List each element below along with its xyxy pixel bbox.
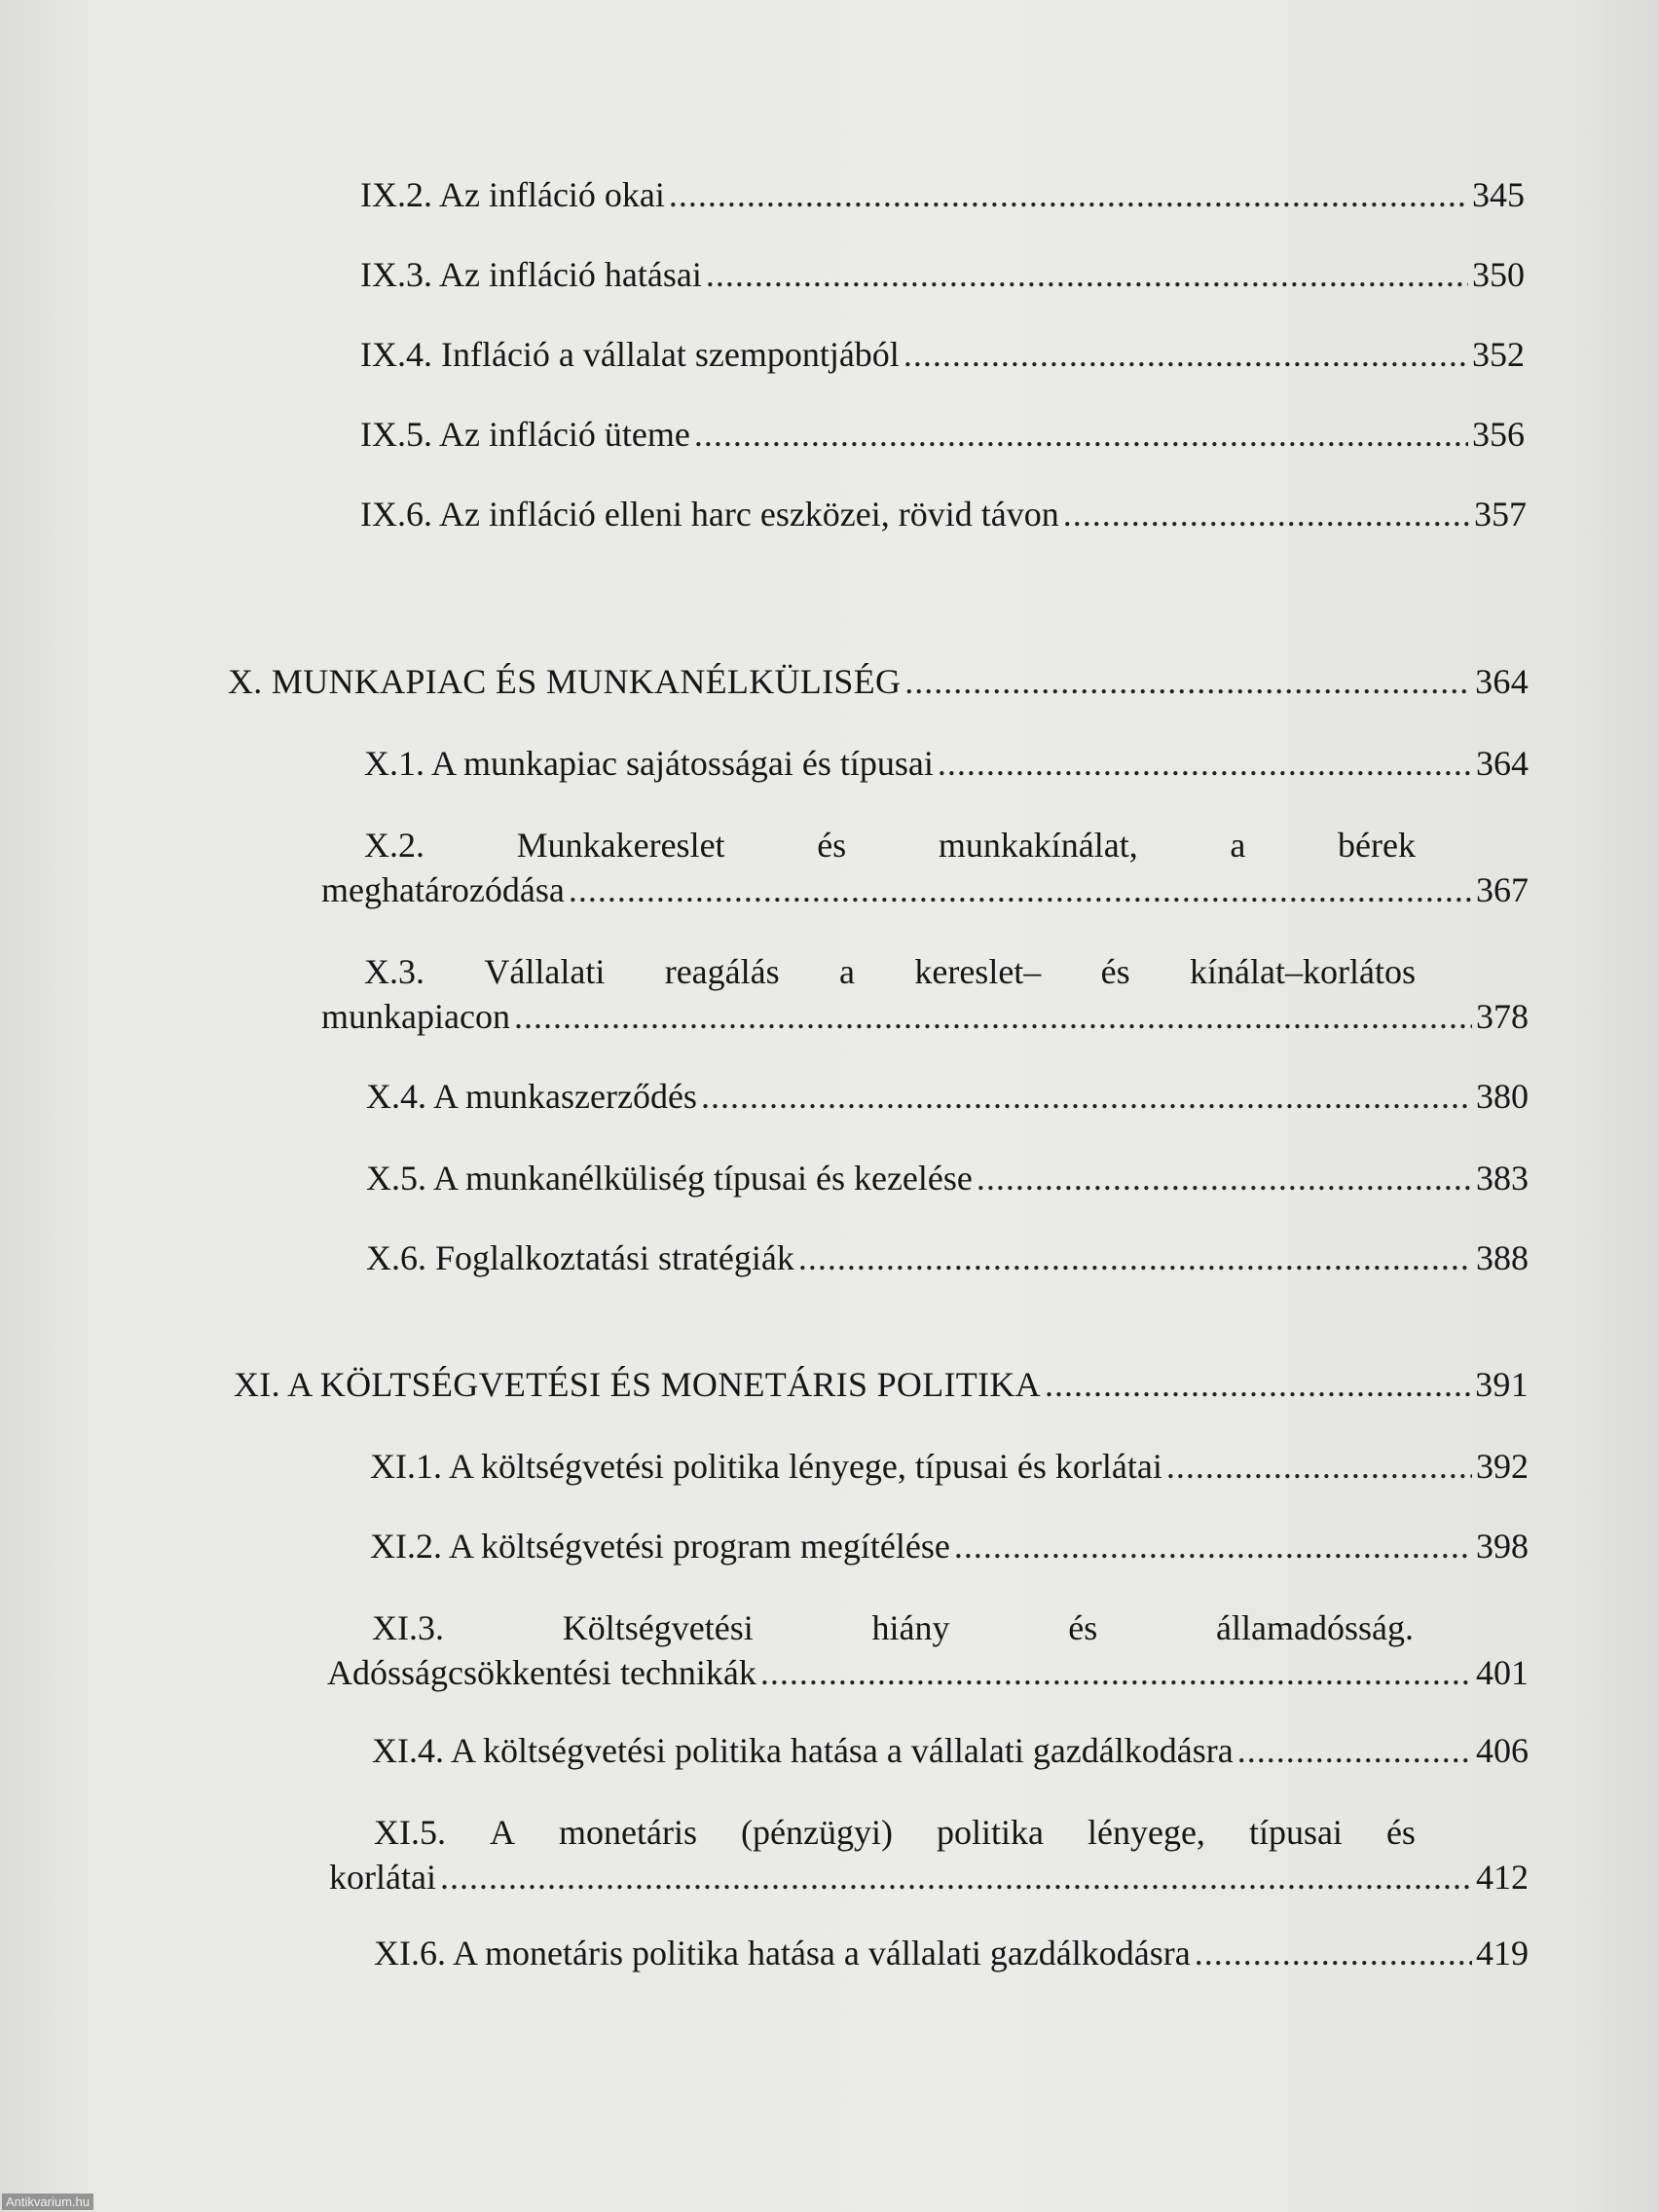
toc-word: X.2. xyxy=(364,826,424,865)
toc-entry-x5 xyxy=(366,1159,1529,1198)
dot-leader xyxy=(514,997,1472,1036)
dot-leader xyxy=(1195,1934,1472,1972)
toc-title: meghatározódása xyxy=(321,870,565,909)
toc-entry-xi2 xyxy=(370,1527,1529,1566)
toc-chapter-xi xyxy=(234,1365,1529,1404)
toc-word: és xyxy=(1068,1608,1098,1647)
toc-page-number: 388 xyxy=(1476,1238,1529,1277)
toc-page-number: 412 xyxy=(1476,1858,1529,1897)
toc-title-line-1 xyxy=(327,1608,1414,1647)
chapter-title: XI. A KÖLTSÉGVETÉSI ÉS MONETÁRIS POLITIKA xyxy=(234,1365,1041,1404)
dot-leader xyxy=(706,255,1468,294)
dot-leader xyxy=(938,744,1472,783)
watermark: Antikvarium.hu xyxy=(2,2194,93,2210)
toc-entry-xi5 xyxy=(329,1813,1529,1897)
toc-word: kínálat–korlátos xyxy=(1190,952,1416,991)
dot-leader xyxy=(701,1077,1472,1116)
toc-word: a xyxy=(839,952,855,991)
toc-entry-ix3 xyxy=(360,255,1525,294)
toc-title: X.4. A munkaszerződés xyxy=(366,1077,697,1116)
toc-title-line-1 xyxy=(321,826,1416,865)
toc-entry-x2 xyxy=(321,826,1529,909)
toc-title: IX.5. Az infláció üteme xyxy=(360,415,690,454)
toc-title: IX.6. Az infláció elleni harc eszközei, rövid távon xyxy=(360,495,1059,534)
toc-word: és xyxy=(1385,1813,1416,1852)
toc-entry-xi6 xyxy=(374,1934,1529,1972)
toc-page-number: 378 xyxy=(1476,997,1529,1036)
toc-title-line-2 xyxy=(321,997,1529,1036)
toc-word: Költségvetési xyxy=(562,1608,754,1647)
toc-page-number: 398 xyxy=(1476,1527,1529,1566)
toc-word: X.3. xyxy=(364,952,424,991)
dot-leader xyxy=(903,335,1468,374)
toc-entry-x6 xyxy=(366,1238,1529,1277)
toc-page-number: 406 xyxy=(1476,1731,1529,1770)
toc-entry-x3 xyxy=(321,952,1529,1036)
toc-entry-xi1 xyxy=(370,1447,1529,1486)
toc-word: A xyxy=(490,1813,516,1852)
dot-leader xyxy=(1237,1731,1472,1770)
toc-word: politika xyxy=(936,1813,1044,1852)
toc-title-line-2 xyxy=(329,1858,1529,1897)
toc-page-number: 345 xyxy=(1472,175,1525,214)
toc-word: a xyxy=(1230,826,1246,865)
chapter-title: X. MUNKAPIAC ÉS MUNKANÉLKÜLISÉG xyxy=(228,662,902,701)
dot-leader xyxy=(440,1858,1472,1897)
toc-page-number: 391 xyxy=(1475,1365,1529,1404)
toc-word: hiány xyxy=(871,1608,950,1647)
toc-title-line-2 xyxy=(327,1653,1529,1692)
toc-page-number: 364 xyxy=(1476,744,1529,783)
dot-leader xyxy=(669,175,1468,214)
toc-page-number: 364 xyxy=(1475,662,1529,701)
dot-leader xyxy=(798,1238,1472,1277)
toc-title: X.5. A munkanélküliség típusai és kezelése xyxy=(366,1159,973,1198)
toc-chapter-x xyxy=(228,662,1529,701)
toc-page-number: 380 xyxy=(1476,1077,1529,1116)
toc-word: munkakínálat, xyxy=(938,826,1138,865)
dot-leader xyxy=(977,1159,1472,1198)
toc-title: korlátai xyxy=(329,1858,436,1897)
toc-title: IX.4. Infláció a vállalat szempontjából xyxy=(360,335,900,374)
toc-title: XI.2. A költségvetési program megítélése xyxy=(370,1527,950,1566)
toc-page-number: 401 xyxy=(1476,1653,1529,1692)
toc-title-line-1 xyxy=(329,1813,1416,1852)
toc-page-number: 419 xyxy=(1476,1934,1529,1972)
toc-entry-x1 xyxy=(364,744,1529,783)
toc-title: IX.3. Az infláció hatásai xyxy=(360,255,702,294)
toc-title: XI.4. A költségvetési politika hatása a vállalati gazdálkodásra xyxy=(372,1731,1234,1770)
toc-word: Vállalati xyxy=(484,952,606,991)
dot-leader xyxy=(954,1527,1472,1566)
toc-title: munkapiacon xyxy=(321,997,510,1036)
toc-page-number: 356 xyxy=(1472,415,1525,454)
toc-entry-xi3 xyxy=(327,1608,1529,1692)
toc-title: X.6. Foglalkoztatási stratégiák xyxy=(366,1238,794,1277)
toc-entry-ix4 xyxy=(360,335,1525,374)
toc-title-line-2 xyxy=(321,870,1529,909)
toc-word: XI.5. xyxy=(374,1813,446,1852)
toc-word: lényege, xyxy=(1087,1813,1205,1852)
toc-page-number: 350 xyxy=(1472,255,1525,294)
toc-word: Munkakereslet xyxy=(516,826,725,865)
toc-title: XI.1. A költségvetési politika lényege, típusai és korlátai xyxy=(370,1447,1162,1486)
toc-entry-ix2 xyxy=(360,175,1525,214)
toc-page-number: 367 xyxy=(1476,870,1529,909)
toc-title: XI.6. A monetáris politika hatása a vállalati gazdálkodásra xyxy=(374,1934,1191,1972)
toc-word: és xyxy=(1100,952,1130,991)
toc-word: monetáris xyxy=(559,1813,697,1852)
toc-page-number: 357 xyxy=(1474,495,1527,534)
dot-leader xyxy=(1063,495,1470,534)
toc-word: államadósság. xyxy=(1216,1608,1414,1647)
dot-leader xyxy=(1166,1447,1472,1486)
toc-word: (pénzügyi) xyxy=(741,1813,893,1852)
toc-word: kereslet– xyxy=(914,952,1042,991)
toc-page-number: 392 xyxy=(1476,1447,1529,1486)
toc-word: XI.3. xyxy=(372,1608,444,1647)
toc-word: és xyxy=(817,826,847,865)
dot-leader xyxy=(1045,1365,1471,1404)
toc-entry-x4 xyxy=(366,1077,1529,1116)
dot-leader xyxy=(760,1653,1472,1692)
toc-entry-xi4 xyxy=(372,1731,1529,1770)
toc-title: Adósságcsökkentési technikák xyxy=(327,1653,756,1692)
dot-leader xyxy=(904,662,1471,701)
toc-word: típusai xyxy=(1248,1813,1343,1852)
toc-entry-ix6 xyxy=(360,495,1527,534)
toc-word: reagálás xyxy=(664,952,780,991)
toc-title: X.1. A munkapiac sajátosságai és típusai xyxy=(364,744,934,783)
dot-leader xyxy=(569,870,1472,909)
toc-word: bérek xyxy=(1338,826,1416,865)
toc-entry-ix5 xyxy=(360,415,1525,454)
dot-leader xyxy=(694,415,1468,454)
toc-page-number: 383 xyxy=(1476,1159,1529,1198)
toc-page-number: 352 xyxy=(1472,335,1525,374)
toc-title: IX.2. Az infláció okai xyxy=(360,175,665,214)
toc-title-line-1 xyxy=(321,952,1416,991)
